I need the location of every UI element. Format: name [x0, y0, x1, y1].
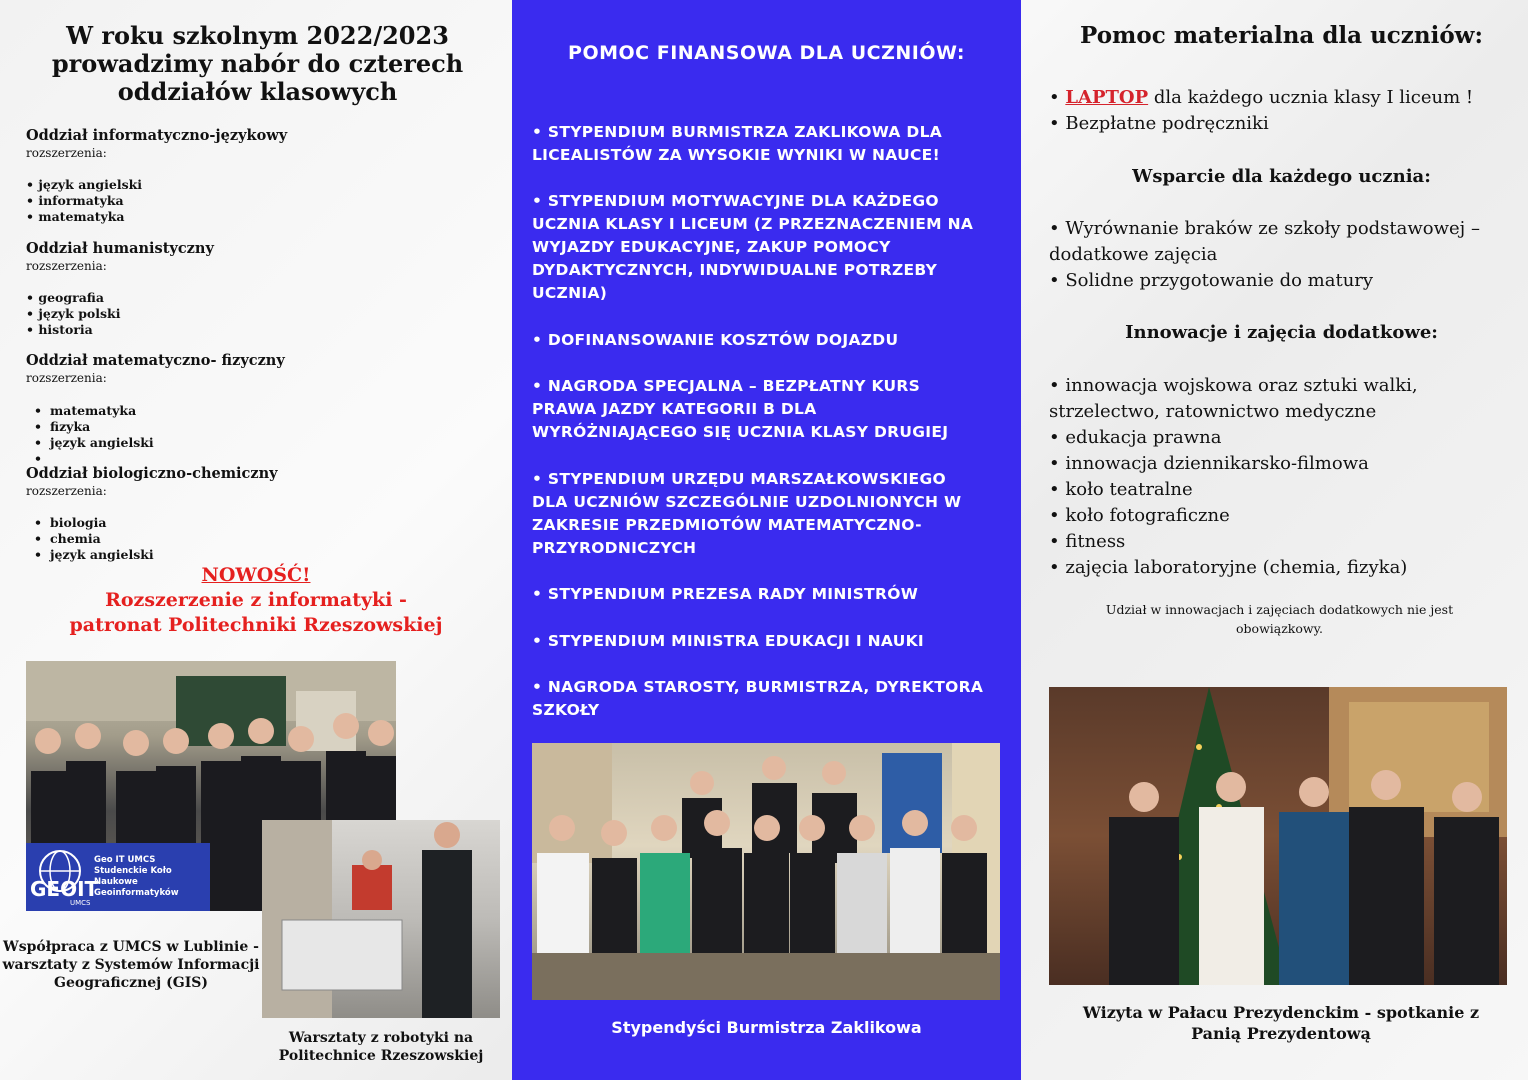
left-panel — [0, 0, 512, 1080]
aid-item: • NAGRODA STAROSTY, BURMISTRZA, DYREKTORA SZKOŁY — [532, 678, 984, 719]
financial-aid-panel — [512, 0, 1021, 1080]
subject-list — [26, 290, 120, 338]
material-aid-panel — [1021, 0, 1528, 1080]
support-title: Wsparcie dla każdego ucznia: — [1132, 166, 1431, 187]
robotics-photo-image — [262, 820, 500, 1018]
logo-line: Studenckie Koło — [94, 866, 172, 876]
material-list — [1049, 85, 1519, 137]
novelty-line1: Rozszerzenie z informatyki - — [105, 589, 407, 611]
subject-list — [50, 515, 154, 563]
subject-item: • informatyka — [26, 193, 124, 208]
caption-robotics: Warsztaty z robotyki na Politechnice Rzeszowskiej — [278, 1030, 484, 1064]
innovations-title: Innowacje i zajęcia dodatkowe: — [1125, 322, 1438, 343]
robotics-photo — [262, 820, 500, 1018]
presidential-photo-image — [1049, 687, 1507, 985]
subject-item: • fizyka — [50, 419, 154, 435]
innovation-item: • innowacja dziennikarsko-filmowa — [1049, 453, 1369, 474]
novelty-block — [0, 563, 512, 638]
support-item: • Solidne przygotowanie do matury — [1049, 270, 1374, 291]
geoit-sub: UMCS — [70, 899, 91, 907]
laptop-highlight: LAPTOP — [1065, 87, 1149, 108]
caption-gis: Współpraca z UMCS w Lublinie - warsztaty z Systemów Informacji Geograficznej (GIS) — [2, 939, 260, 991]
dept-title-math-physics: Oddział matematyczno- fizyczny — [26, 352, 285, 369]
material-aid-title: Pomoc materialna dla uczniów: — [1080, 22, 1483, 49]
support-list — [1049, 216, 1519, 294]
subject-item: • matematyka — [50, 403, 154, 419]
ext-label: rozszerzenia: — [26, 484, 107, 498]
laptop-rest: dla każdego ucznia klasy I liceum ! — [1148, 87, 1474, 108]
innovation-item: • koło fotograficzne — [1049, 505, 1230, 526]
presidential-visit-photo — [1049, 687, 1507, 985]
subject-item: • chemia — [50, 531, 154, 547]
dept-title-humanities: Oddział humanistyczny — [26, 240, 214, 257]
logo-line: Geo IT UMCS — [94, 855, 156, 865]
laptop-item: • LAPTOP dla każdego ucznia klasy I liceum ! — [1049, 87, 1474, 108]
scholarship-caption: Stypendyści Burmistrza Zaklikowa — [611, 1018, 922, 1037]
subject-item: • geografia — [26, 290, 104, 305]
financial-aid-title: POMOC FINANSOWA DLA UCZNIÓW: — [568, 42, 965, 64]
dept-title-informatics: Oddział informatyczno-językowy — [26, 127, 288, 144]
aid-item: • NAGRODA SPECJALNA – BEZPŁATNY KURS PRAWA JAZDY KATEGORII B DLA WYRÓŻNIAJĄCEGO SIĘ UCZNIA KLASY DRUGIEJ — [532, 377, 949, 441]
subject-item: • biologia — [50, 515, 154, 531]
aid-item: • STYPENDIUM MINISTRA EDUKACJI I NAUKI — [532, 632, 924, 650]
subject-item: • historia — [26, 322, 93, 337]
subject-list — [50, 403, 154, 467]
innovation-item: • fitness — [1049, 531, 1126, 552]
material-item: • Bezpłatne podręczniki — [1049, 113, 1269, 134]
novelty-title: NOWOŚĆ! — [201, 564, 311, 586]
innovation-item: • edukacja prawna — [1049, 427, 1222, 448]
geoit-logo — [26, 843, 210, 911]
ext-label: rozszerzenia: — [26, 371, 107, 385]
aid-item: • STYPENDIUM URZĘDU MARSZAŁKOWSKIEGO DLA UCZNIÓW SZCZEGÓLNIE UZDOLNIONYCH W ZAKRESIE PRZEDMIOTÓW MATEMATYCZNO-PRZYRODNICZYCH — [532, 470, 962, 557]
ext-label: rozszerzenia: — [26, 146, 107, 160]
scholarship-photo-image — [532, 743, 1000, 1000]
subject-item: • język angielski — [26, 177, 143, 192]
logo-line: Naukowe Geoinformatyków — [94, 877, 179, 898]
geoit-word: GEOIT — [30, 877, 99, 901]
innovation-item: • innowacja wojskowa oraz sztuki walki, strzelectwo, ratownictwo medyczne — [1049, 375, 1418, 422]
geoit-logo-text — [94, 855, 210, 899]
innovation-item: • koło teatralne — [1049, 479, 1193, 500]
subject-item: • język angielski — [50, 547, 154, 563]
subject-item: • matematyka — [26, 209, 125, 224]
innovations-list — [1049, 373, 1519, 581]
scholarship-group-photo — [532, 743, 1000, 1000]
presidential-caption: Wizyta w Pałacu Prezydenckim - spotkanie z Panią Prezydentową — [1082, 1003, 1480, 1043]
novelty-line2: patronat Politechniki Rzeszowskiej — [69, 614, 443, 636]
support-item: • Wyrównanie braków ze szkoły podstawowej – dodatkowe zajęcia — [1049, 218, 1480, 265]
subject-list — [26, 177, 142, 225]
innovation-item: • zajęcia laboratoryjne (chemia, fizyka) — [1049, 557, 1408, 578]
recruitment-title: W roku szkolnym 2022/2023 prowadzimy nabór do czterech oddziałów klasowych — [51, 21, 464, 106]
subject-item: • język polski — [26, 306, 121, 321]
aid-item: • STYPENDIUM MOTYWACYJNE DLA KAŻDEGO UCZNIA KLASY I LICEUM (Z PRZEZNACZENIEM NA WYJAZDY EDUKACYJNE, ZAKUP POMOCY DYDAKTYCZNYCH, INDYWIDUALNE POTRZEBY UCZNIA) — [532, 192, 974, 302]
aid-item: • STYPENDIUM PREZESA RADY MINISTRÓW — [532, 585, 919, 603]
aid-item: • STYPENDIUM BURMISTRZA ZAKLIKOWA DLA LICEALISTÓW ZA WYSOKIE WYNIKI W NAUCE! — [532, 123, 943, 164]
subject-item: • język angielski — [50, 435, 154, 451]
aid-item: • DOFINANSOWANIE KOSZTÓW DOJAZDU — [532, 331, 899, 349]
ext-label: rozszerzenia: — [26, 259, 107, 273]
optional-note: Udział w innowacjach i zajęciach dodatkowych nie jest obowiązkowy. — [1105, 602, 1454, 636]
dept-title-bio-chem: Oddział biologiczno-chemiczny — [26, 465, 278, 482]
